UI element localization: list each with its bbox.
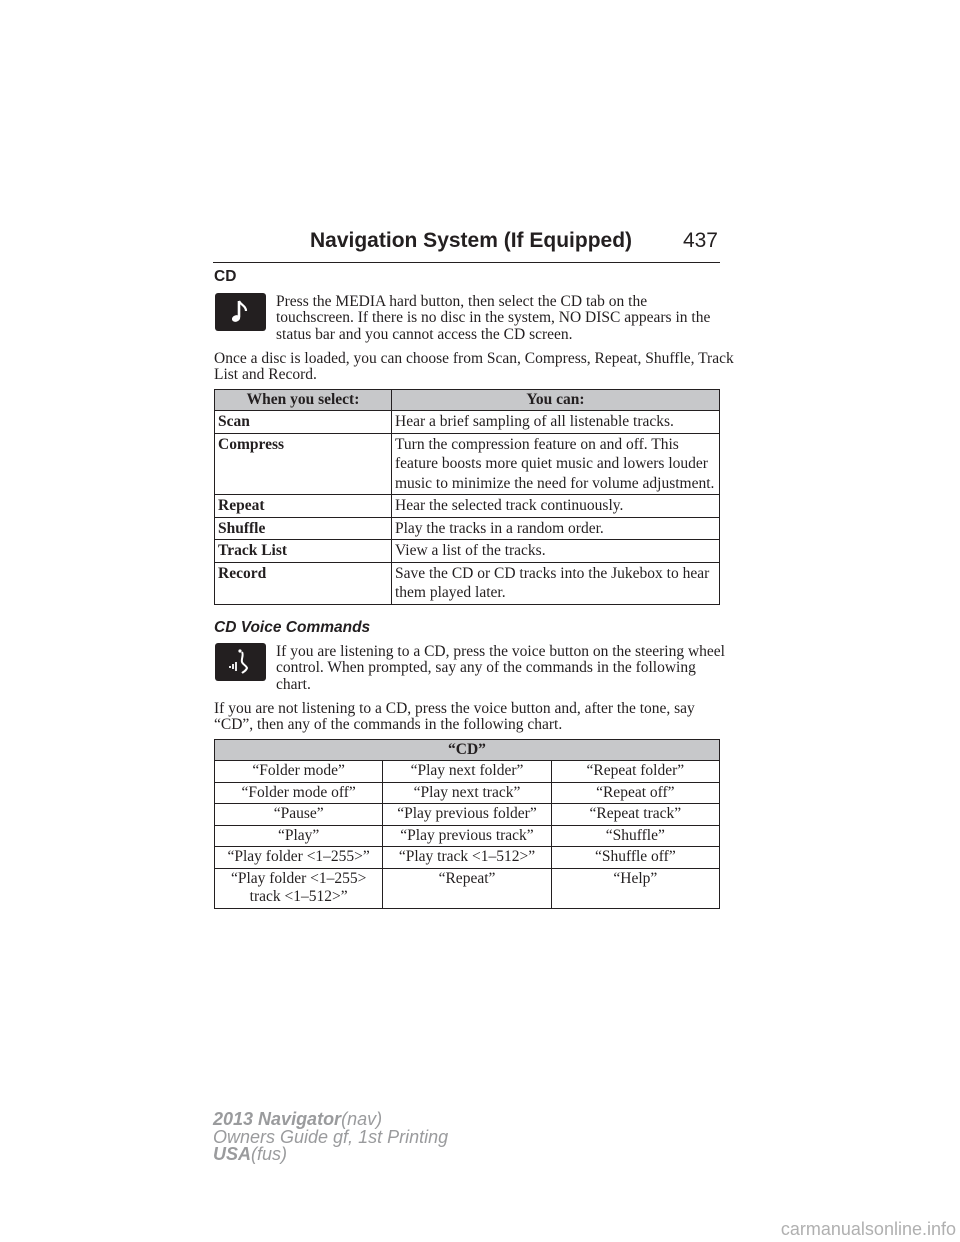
table-row xyxy=(215,495,720,518)
table-row xyxy=(215,782,720,804)
option-name: Record xyxy=(215,562,392,604)
footer-market: USA xyxy=(213,1144,252,1164)
voice-command: “Pause” xyxy=(215,804,383,826)
option-name: Track List xyxy=(215,540,392,563)
voice-command: “Play next folder” xyxy=(383,761,551,783)
option-name: Repeat xyxy=(215,495,392,518)
table-row xyxy=(215,825,720,847)
voice-intro-text: If you are listening to a CD, press the voice button on the steering wheel control. When prompted, say any of the commands in the following chart. xyxy=(276,643,725,693)
table-row xyxy=(215,411,720,434)
voice-command: “Help” xyxy=(551,868,719,908)
option-description: Save the CD or CD tracks into the Jukebox to hear them played later. xyxy=(392,562,720,604)
option-name: Scan xyxy=(215,411,392,434)
voice-command: “Repeat folder” xyxy=(551,761,719,783)
option-description: Hear a brief sampling of all listenable tracks. xyxy=(392,411,720,434)
table-row xyxy=(215,868,720,908)
section-heading-voice: CD Voice Commands xyxy=(214,619,371,636)
option-name: Shuffle xyxy=(215,517,392,540)
document-footer xyxy=(213,1111,448,1164)
voice-command: “Play next track” xyxy=(383,782,551,804)
voice-command: “Shuffle off” xyxy=(551,847,719,869)
page-number: 437 xyxy=(682,229,718,252)
table-row xyxy=(215,433,720,495)
table-row xyxy=(215,562,720,604)
voice-command: “Folder mode off” xyxy=(215,782,383,804)
option-name: Compress xyxy=(215,433,392,495)
table-row xyxy=(215,804,720,826)
option-description: View a list of the tracks. xyxy=(392,540,720,563)
voice-command: “Repeat” xyxy=(383,868,551,908)
table-header-row xyxy=(215,390,720,411)
voice-command: “Play previous track” xyxy=(383,825,551,847)
footer-line xyxy=(213,1111,448,1129)
voice-commands-table xyxy=(214,739,720,909)
voice-command: “Play previous folder” xyxy=(383,804,551,826)
table-header-cell: When you select: xyxy=(215,390,392,411)
footer-model-code: (nav) xyxy=(341,1109,383,1129)
section-heading-cd: CD xyxy=(214,268,237,285)
voice-command: “Play folder <1–255> track <1–512>” xyxy=(215,868,383,908)
table-header-row xyxy=(215,740,720,761)
table-row xyxy=(215,847,720,869)
watermark-link[interactable]: carmanualsonline.info xyxy=(780,1219,956,1239)
voice-command-icon xyxy=(215,643,266,681)
voice-paragraph: If you are not listening to a CD, press the voice button and, after the tone, say “CD”, then any of the commands in the following chart. xyxy=(214,700,695,734)
page-header xyxy=(213,226,720,263)
voice-command: “Folder mode” xyxy=(215,761,383,783)
music-note-icon xyxy=(215,293,266,331)
table-header-cell: You can: xyxy=(392,390,720,411)
option-description: Play the tracks in a random order. xyxy=(392,517,720,540)
cd-options-table xyxy=(214,389,720,605)
footer-line: Owners Guide gf, 1st Printing xyxy=(213,1126,449,1147)
page-title: Navigation System (If Equipped) xyxy=(310,229,633,252)
voice-command: “Shuffle” xyxy=(551,825,719,847)
table-row xyxy=(215,761,720,783)
option-description: Turn the compression feature on and off. This feature boosts more quiet music and lowers louder music to minimize the need for volume adjustment. xyxy=(392,433,720,495)
voice-command: “Repeat off” xyxy=(551,782,719,804)
footer-market-code: (fus) xyxy=(251,1144,288,1164)
table-row xyxy=(215,517,720,540)
option-description: Hear the selected track continuously. xyxy=(392,495,720,518)
voice-command: “Repeat track” xyxy=(551,804,719,826)
table-header-cell: “CD” xyxy=(215,740,720,761)
cd-options-paragraph: Once a disc is loaded, you can choose from Scan, Compress, Repeat, Shuffle, Track List and Record. xyxy=(214,350,734,384)
footer-model: 2013 Navigator xyxy=(213,1109,342,1129)
voice-command: “Play” xyxy=(215,825,383,847)
footer-line xyxy=(213,1146,448,1164)
table-row xyxy=(215,540,720,563)
cd-intro-text: Press the MEDIA hard button, then select the CD tab on the touchscreen. If there is no disc in the system, NO DISC appears in the status bar and you cannot access the CD screen. xyxy=(276,293,711,343)
voice-command: “Play track <1–512>” xyxy=(383,847,551,869)
voice-command: “Play folder <1–255>” xyxy=(215,847,383,869)
